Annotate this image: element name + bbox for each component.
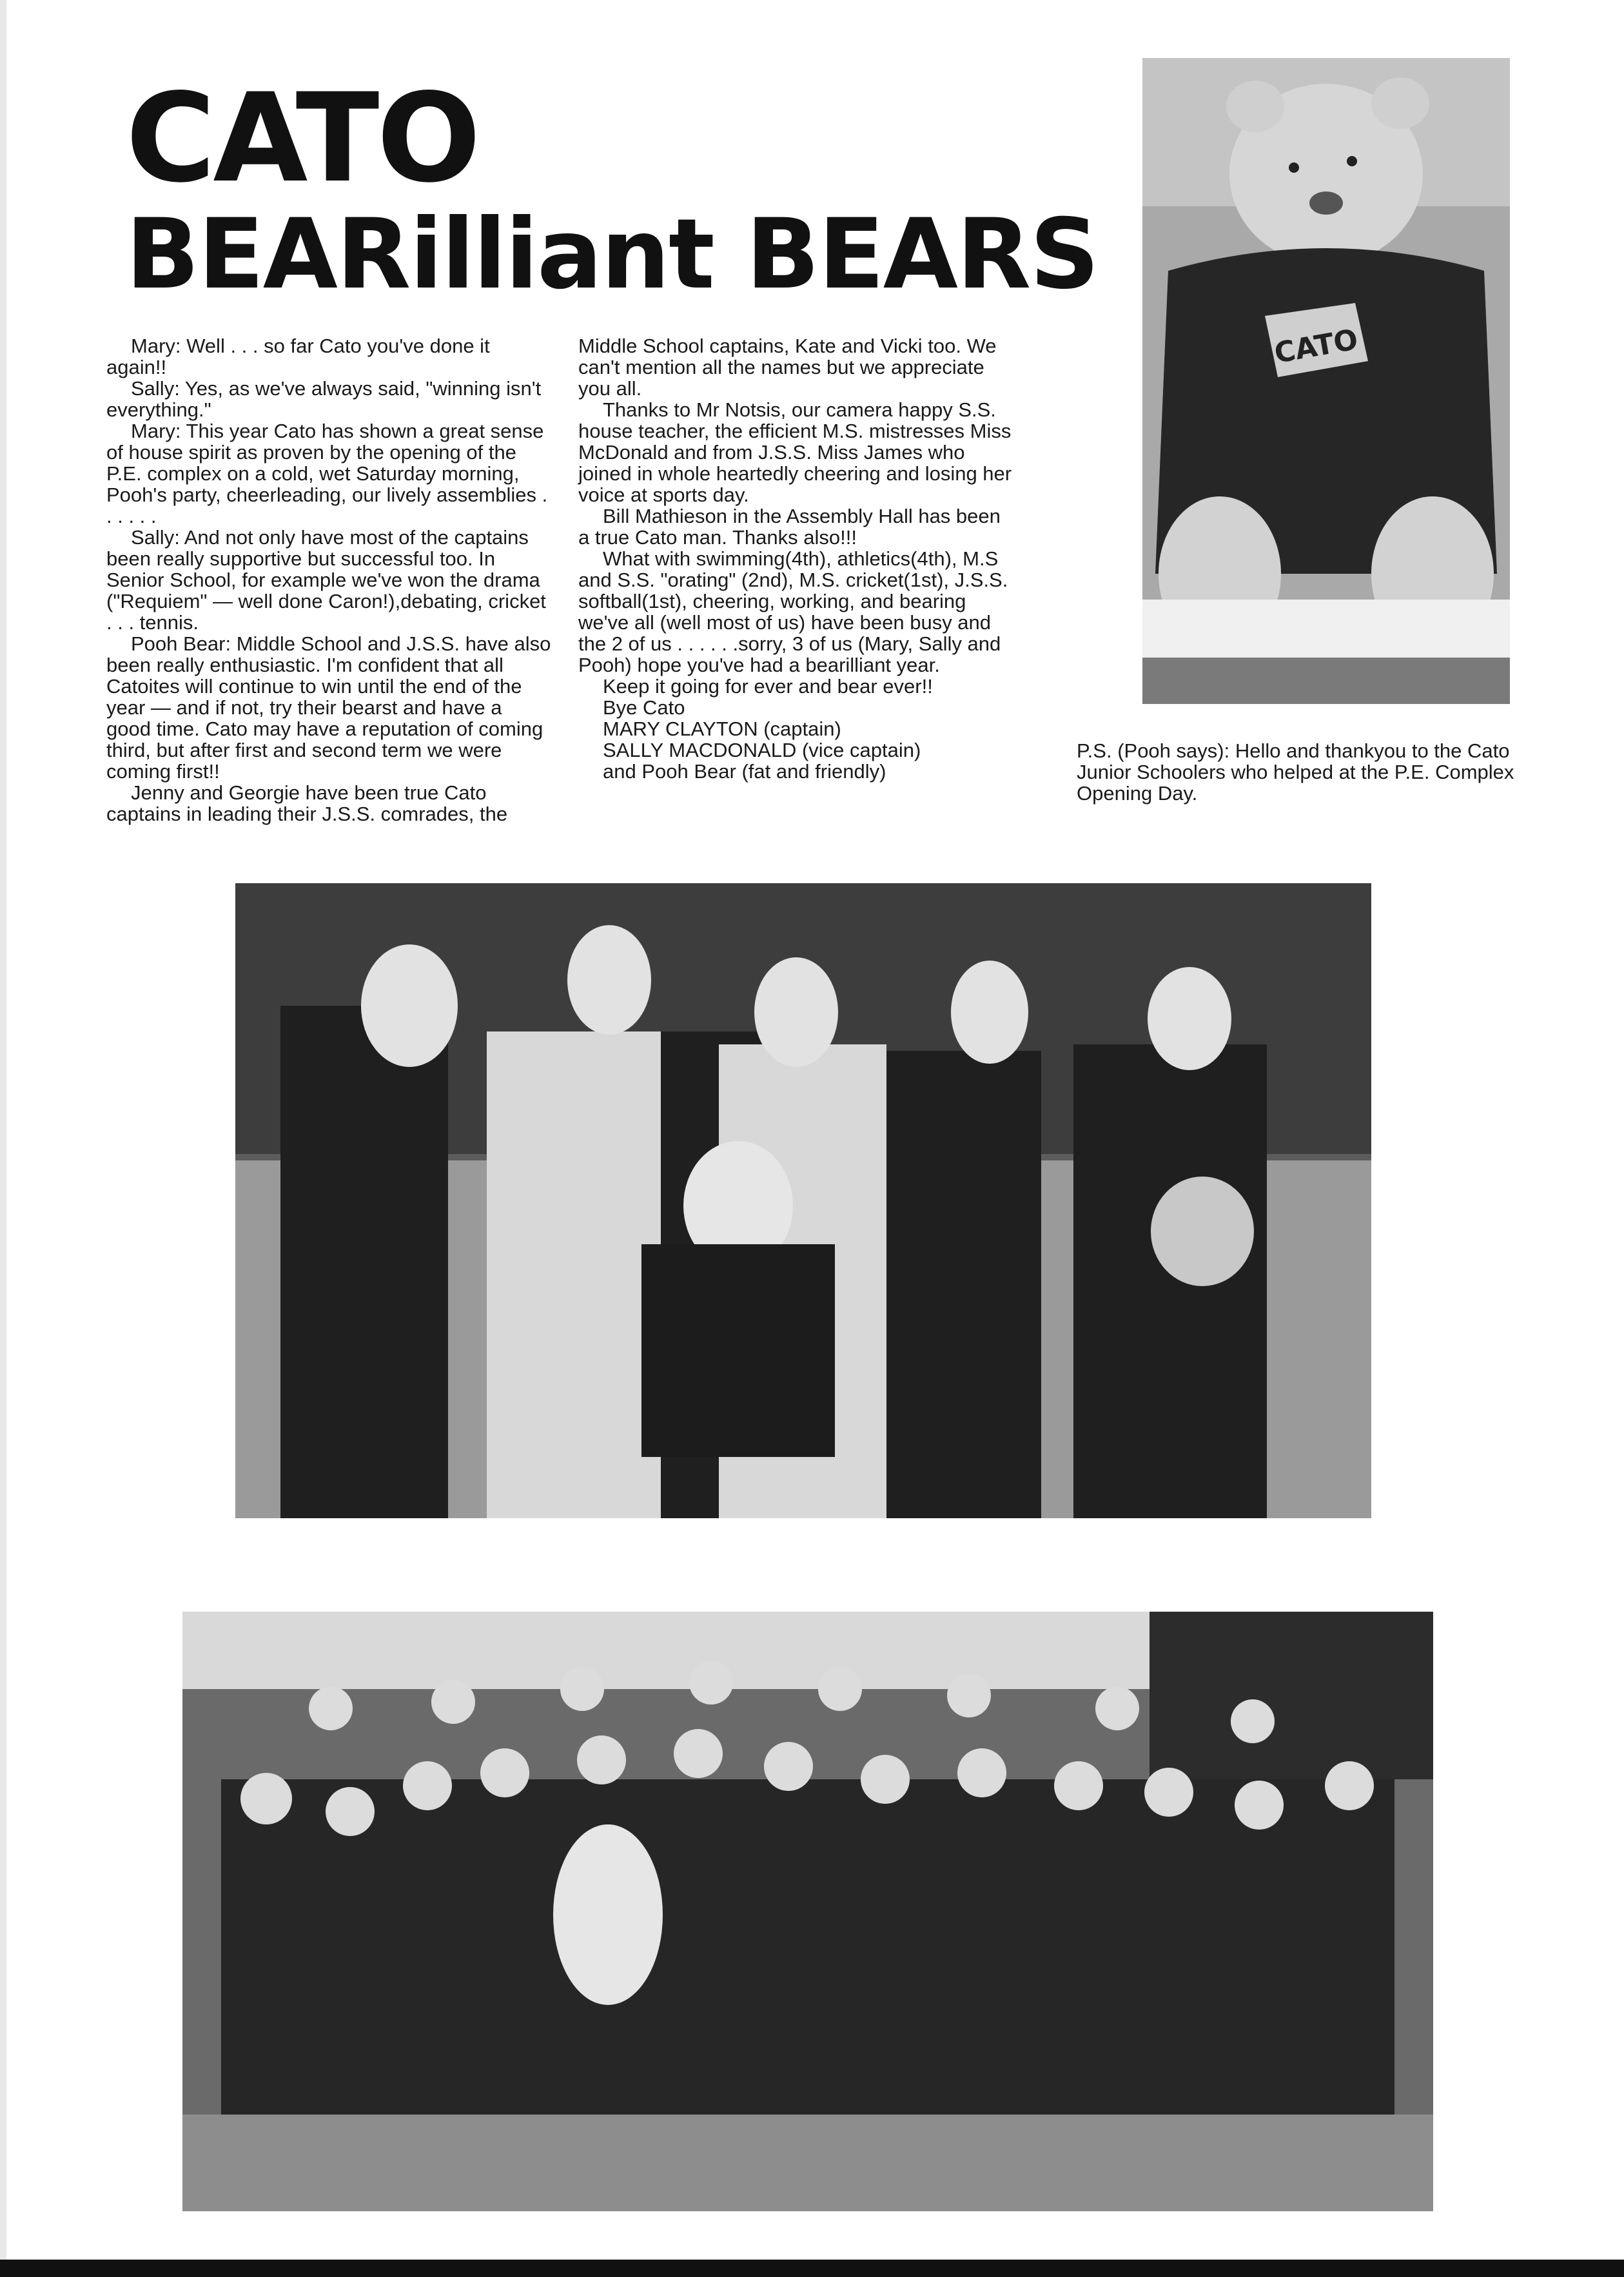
signature-captain: MARY CLAYTON (captain) <box>603 718 841 740</box>
bottom-edge <box>0 2260 1624 2277</box>
bear-shirt-text: CATO <box>1271 323 1361 370</box>
article-column-2 <box>578 335 1017 782</box>
house-group-photo <box>182 1612 1433 2211</box>
sign-off: Bye Cato <box>603 696 685 719</box>
paragraph: Bill Mathieson in the Assembly Hall has been a true Cato man. Thanks also!!! <box>578 505 1001 549</box>
page-title: CATO <box>126 67 478 210</box>
page-subtitle: BEARilliant BEARS <box>126 199 1099 311</box>
captains-group-photo <box>235 883 1371 1518</box>
paragraph: Mary: This year Cato has shown a great sense of house spirit as proven by the opening of the P.E. complex on a cold, wet Saturday morning, Pooh's party, cheerleading, our lively assemblies . . . . . . <box>106 420 548 527</box>
paragraph: Sally: And not only have most of the captains been really supportive but successful too. In Senior School, for example we've won the drama ("Requiem" — well done Caron!),debating, cricket . . . tennis. <box>106 526 546 634</box>
signature-vice-captain: SALLY MACDONALD (vice captain) <box>603 739 921 761</box>
ps-note: P.S. (Pooh says): Hello and thankyou to the Cato Junior Schoolers who helped at the P.E. Complex Opening Day. <box>1077 739 1514 805</box>
paragraph: Pooh Bear: Middle School and J.S.S. have also been really enthusiastic. I'm confident that all Catoites will continue to win until the end of the year — and if not, try their bearst and have a good time. Cato may have a reputation of coming third, but after first and second term we were coming first!! <box>106 632 551 783</box>
paragraph: Mary: Well . . . so far Cato you've done it again!! <box>106 335 490 378</box>
article-column-1 <box>106 335 551 825</box>
paragraph: Middle School captains, Kate and Vicki too. We can't mention all the names but we appreciate you all. <box>578 335 997 400</box>
page-edge <box>0 0 6 2277</box>
paragraph: Keep it going for ever and bear ever!! <box>603 675 933 698</box>
paragraph: Sally: Yes, as we've always said, "winning isn't everything." <box>106 377 542 421</box>
paragraph: What with swimming(4th), athletics(4th), M.S and S.S. "orating" (2nd), M.S. cricket(1st), J.S.S. softball(1st), cheering, working, and bearing we've all (well most of us) have been busy and the 2 of us . . . . . .sorry, 3 of us (Mary, Sally and Pooh) hope you've had a bearilliant year. <box>578 547 1008 676</box>
paragraph: Thanks to Mr Notsis, our camera happy S.S. house teacher, the efficient M.S. mistresses Miss McDonald and from J.S.S. Miss James who joined in whole heartedly cheering and losing her voice at sports day. <box>578 398 1012 506</box>
signature-pooh: and Pooh Bear (fat and friendly) <box>603 760 886 783</box>
bear-photo <box>1142 58 1510 704</box>
paragraph: Jenny and Georgie have been true Cato captains in leading their J.S.S. comrades, the <box>106 781 508 825</box>
